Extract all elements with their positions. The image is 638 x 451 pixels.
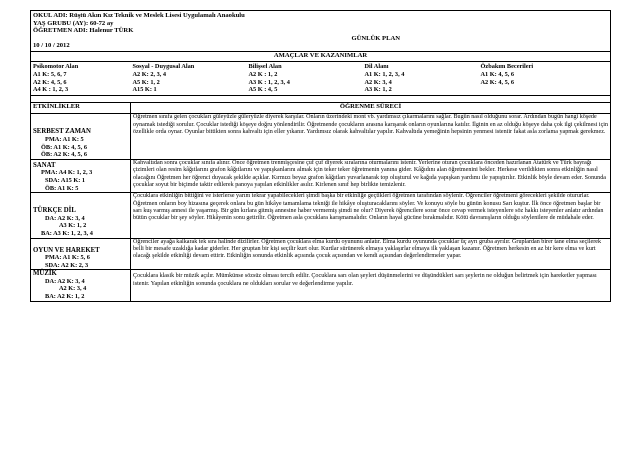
activity-code: PMA: A1 K: 5, 6 [45,254,90,262]
activity-code: DA: A2 K: 3, 4 [45,277,85,285]
age-group: YAŞ GRUBU (AY): 60-72 ay [33,19,114,27]
objective-line: A2 K: 2, 3, 4 [132,70,167,78]
activity-row-free-time [31,114,611,159]
activity-code: BA: A2 K: 1, 2 [45,293,85,301]
objective-col-language [363,62,479,96]
objective-line: A3 K : 1, 2, 3, 4 [248,78,290,86]
activities-header-label: ETKİNLİKLER [33,103,80,111]
activity-description: Çocuklara etkinliğin bittiğini ve isterlerse yarım tekrar yapabilecekleri şimdi başka bir etkinliğe geçtikleri öğretmen tarafından söylenir. Öğrenciler öğretmeni görecekleri şekilde otururlar. Öğretmen onların boy hizasına geçerek onlara bu gün hikâye tamamlama tekniği ile hikâye oluşturacaklarını söyler. Ve konuyu söyle bu günün konusu Sarı kuştur. İlk önce öğretmen başlar bir sarı kuş varmış annesi ile yaşarmış. Bir gün kırlara gitmiş annesine haber vermemiş şimdi ne olur? Diyerek öğrencilere sorar önce cevap vermek isteyenlere söz hakkı isteyenler anlatır ardından bütün çocuklar bir şey söyler. Hikâyenin sonu getirilir. Öğretmen asla çocuklara karışmamalıdır. Onların hayal gücüne bırakmalıdır. Kötü davranışların olduğu söylenilere de müdahale eder. [131,193,611,238]
objective-line: A1 K: 1, 2, 3, 4 [364,70,405,78]
spacer-row [31,96,611,103]
activity-code: PMA: A4 K: 1, 2, 3 [41,169,93,177]
objective-title: Sosyal - Duygusal Alan [132,63,195,71]
objective-line: A4 K : 1, 2, 3 [33,86,69,94]
plan-title: GÜNLÜK PLAN [351,34,400,42]
activity-title: SERBEST ZAMAN [33,128,91,136]
objective-col-cognitive [247,62,363,96]
objectives-title-row [31,52,611,62]
activity-label-cell [31,159,131,192]
objective-line: A5 K: 1, 2 [132,78,160,86]
activity-title: SANAT [33,161,56,169]
objective-line: A2 K : 1, 2 [248,70,278,78]
objective-line: A5 K : 4, 5 [248,86,278,94]
plan-date: 10 / 10 / 2012 [33,42,70,50]
activity-code: PMA: A1 K: 5 [45,135,84,143]
activity-label-cell [31,193,131,238]
objective-line: A2 K: 4, 5, 6 [33,78,67,86]
activity-row-art [31,159,611,192]
objective-col-psychomotor [31,62,131,96]
activity-row-music [31,270,611,301]
activity-code: A3 K: 1, 2 [59,222,87,230]
objective-title: Özbakım Becerileri [480,63,534,71]
activity-label-cell [31,270,131,301]
activity-row-turkish-language [31,193,611,238]
activity-row-game-movement [31,238,611,270]
activity-label-cell [31,238,131,270]
objective-line: A2 K: 4, 5, 6 [480,78,515,86]
activity-code: SDA: A2 K: 2, 3 [45,261,89,269]
learning-process-header-label: ÖĞRENME SÜRECİ [339,103,402,111]
activity-code: SDA: A15 K: 1 [45,176,86,184]
activity-description: Öğretmen sınıfa gelen çocukları güleyüzle güleryüzle diyerek karşılar. Onların üzerindeki mont vb. yardımsız çıkarmalarını sağlar. Bugün nasıl olduğunu sorar. Ardından bugün hangi köşede oynamak istediği sorulur. Çocuklar istediği köşeye doğru yönlendirilir. Öğretmende çocukların arasına karışarak onların oyunlarına katılır. İlginin en az olduğu köşeye daha çok ilgi çekilmesi için özellikle orda oynar. Oyunlar bittikten sonra kahvaltı için eller yıkanır. Yardımsız olarak kahvaltılar yapılır. Kahvaltıda yemeğinin hepsinin yenmesi isteniir fakat asla zorlama yapmak gerekmez. [131,114,611,159]
objective-col-selfcare [479,62,611,96]
activity-label-cell [31,114,131,159]
daily-plan-document [30,10,610,302]
activity-code: ÖB: A1 K: 4, 5, 6 [41,143,88,151]
teacher-name: ÖĞRETMEN ADI: Halenur TÜRK [33,27,134,35]
header-info-row [31,11,611,35]
activity-description: Çocuklara klasik bir müzik açılır. Mümkünse sözsüz olması tercih edilir. Çocuklara sarı olan şeyleri düşünmelerini ve düşündükleri sarı şeylerin ne olduğun belirtmek için hareketler yapması istenir. Yapılan etkinliğin sonunda çocuklara ne oldukları sorular ve değerlendirme yapılır. [131,270,611,301]
activity-code: A2 K: 3, 4 [59,285,87,293]
objective-title: Dil Alanı [364,63,389,71]
activity-code: BA: A3 K: 1, 2, 3, 4 [41,229,93,237]
activity-title: OYUN VE HAREKET [33,246,100,254]
activity-code: DA: A2 K: 3, 4 [45,214,85,222]
activity-title: MÜZİK [33,270,57,278]
activity-code: ÖB: A2 K: 4, 5, 6 [41,151,88,159]
daily-plan-table [30,10,611,302]
objective-line: A3 K: 1, 2 [364,86,392,94]
date-row [31,42,611,52]
objectives-title: AMAÇLAR VE KAZANIMLAR [273,52,368,60]
objective-line: A15 K: 1 [132,86,157,94]
objective-line: A2 K: 3, 4 [364,78,392,86]
activity-code: ÖB: A1 K: 5 [45,184,79,192]
objective-line: A1 K: 5, 6, 7 [33,70,67,78]
objectives-row [31,62,611,96]
objective-col-social [131,62,247,96]
activity-title: TÜRKÇE DİL [33,207,76,215]
activities-header-row [31,103,611,114]
objective-line: A1 K: 4, 5, 6 [480,70,515,78]
objective-title: Psikomotor Alan [33,63,79,71]
plan-title-row [31,35,611,43]
school-name: OKUL ADI: Rüştü Akın Kız Teknik ve Meslek Lisesi Uygulamalı Anaokulu [33,12,245,19]
objective-title: Bilişsel Alan [248,63,282,71]
activity-description: Kahvaltıdan sonra çocuklar sınıfa alınır. Önce öğretmen trenmişçesine çuf çuf diyerek sıralarına oturmalarını istenir. Yerlerine oturan çocuklara önceden hazırlanan Atatürk ve Türk bayrağı çizimleri olan resim kâğıtlarını grafon kâğıtlarını ve yapışkanlarını almak için teker teker öğretmenin yanına gider. Kâğıdını alan öğretmenini bekler. Herkese verildikten sonra etkinliğin nasıl olacağını Öğretmen her öğrenci duyacak şekilde açıklar. Kırmızı beyaz grafon kâğıtları yuvarlanarak top oluşturul ve kağıda yapışkan yardımı ile yapıştırılır. Etkinlik böyle devam eder. Sonunda çocuklar soyut bir biçimde taktir edilerek panoya yapılan etkinlikler asılır. Kirlenen sınıf hep birlikte temizlenir. [131,159,611,192]
activity-description: Öğrenciler ayağa kalkarak tek sıra halinde dizilirler. Öğretmen çocuklara elma kurdu oyununu anlatır. Elma kurdu oyununda çocuklar üç ayrı gruba ayrılır. Gruplardan birer tane elma seçilerek belli bir mesafe uzaklığa kadar giderler. Her gruptan bir kişi seçilir kurt olur. Kurtlar sürünerek elmaya yaklaşırlar elmaya ilk yaklaşan kazanır. Öğretmen herkesin en az bir kere elma ve kurt olacağı şekilde etkinliği devam ettirir. Etkinliğin sonunda etkinlik açısında çocuk açısından ve kendi açısından değerlendirmeler yapar. [131,238,611,270]
